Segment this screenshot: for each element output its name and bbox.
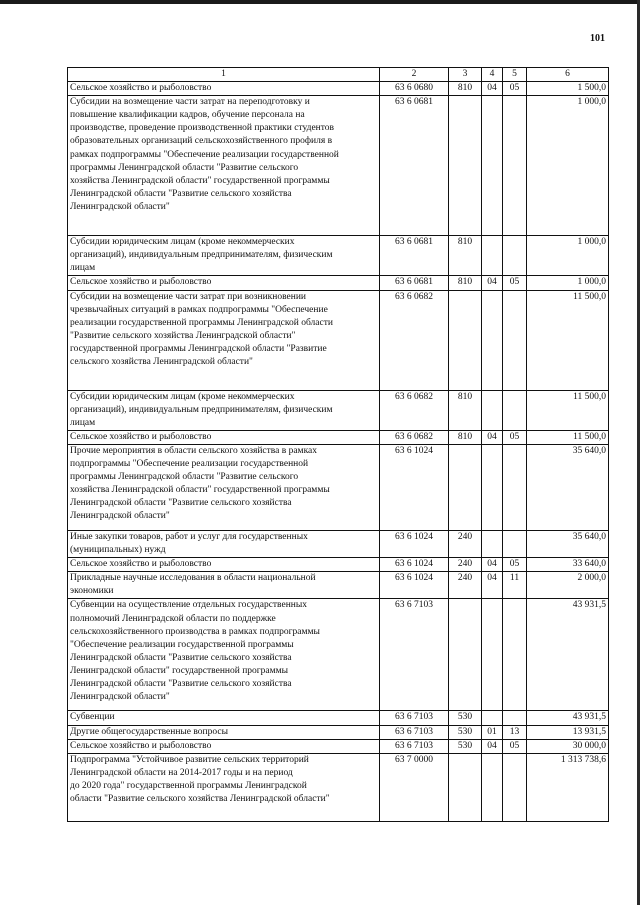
row-sum-cell: 35 640,0: [527, 444, 609, 530]
header-cell: 5: [503, 68, 527, 82]
row-sum-cell: 1 000,0: [527, 96, 609, 236]
row-sum-cell: 2 000,0: [527, 572, 609, 599]
row-name-cell: Субсидии на возмещение части затрат при возникновении чрезвычайных ситуаций в рамках подпрограммы "Обеспечение реализации государственной программы Ленинградской области "Развитие сельского хозяйства Ленинградской области" государственной программы Ленинградской области "Развитие сельского хозяйства Ленинградской области": [68, 290, 380, 390]
row-vr-cell: 530: [449, 725, 482, 739]
row-name-cell: Сельское хозяйство и рыболовство: [68, 558, 380, 572]
page-number: 101: [590, 33, 605, 44]
row-vr-cell: 240: [449, 558, 482, 572]
row-vr-cell: 240: [449, 530, 482, 557]
row-pr-cell: [503, 711, 527, 725]
row-rz-cell: [482, 444, 503, 530]
row-sum-cell: 1 313 738,6: [527, 753, 609, 821]
row-rz-cell: [482, 290, 503, 390]
table-row: [68, 236, 609, 276]
row-pr-cell: [503, 96, 527, 236]
row-vr-cell: 810: [449, 236, 482, 276]
row-vr-cell: 810: [449, 276, 482, 290]
row-sum-cell: 13 931,5: [527, 725, 609, 739]
header-cell: 3: [449, 68, 482, 82]
table-row: [68, 753, 609, 821]
row-pr-cell: [503, 290, 527, 390]
table-row: [68, 390, 609, 430]
row-code-cell: 63 6 0682: [380, 390, 449, 430]
row-code-cell: 63 6 0681: [380, 276, 449, 290]
row-name-cell: Подпрограмма "Устойчивое развитие сельских территорий Ленинградской области на 2014-2017 годы и на период до 2020 года" государственной программы Ленинградской области "Развитие сельского хозяйства Ленинградской области": [68, 753, 380, 821]
row-code-cell: 63 6 0682: [380, 430, 449, 444]
row-rz-cell: [482, 711, 503, 725]
row-rz-cell: 01: [482, 725, 503, 739]
row-pr-cell: 05: [503, 558, 527, 572]
row-rz-cell: 04: [482, 430, 503, 444]
row-vr-cell: 240: [449, 572, 482, 599]
row-rz-cell: [482, 390, 503, 430]
row-sum-cell: 35 640,0: [527, 530, 609, 557]
row-code-cell: 63 6 0681: [380, 96, 449, 236]
header-cell: 4: [482, 68, 503, 82]
row-pr-cell: 13: [503, 725, 527, 739]
table-row: [68, 739, 609, 753]
row-pr-cell: [503, 530, 527, 557]
row-sum-cell: 11 500,0: [527, 430, 609, 444]
row-name-cell: Субвенции: [68, 711, 380, 725]
row-name-cell: Сельское хозяйство и рыболовство: [68, 739, 380, 753]
row-sum-cell: 43 931,5: [527, 599, 609, 711]
table-row: [68, 82, 609, 96]
row-vr-cell: [449, 290, 482, 390]
row-sum-cell: 1 000,0: [527, 276, 609, 290]
row-rz-cell: 04: [482, 82, 503, 96]
row-code-cell: 63 6 0680: [380, 82, 449, 96]
row-sum-cell: 11 500,0: [527, 290, 609, 390]
row-sum-cell: 30 000,0: [527, 739, 609, 753]
row-vr-cell: 530: [449, 711, 482, 725]
row-rz-cell: [482, 753, 503, 821]
row-name-cell: Иные закупки товаров, работ и услуг для государственных (муниципальных) нужд: [68, 530, 380, 557]
row-name-cell: Сельское хозяйство и рыболовство: [68, 82, 380, 96]
row-rz-cell: 04: [482, 276, 503, 290]
row-rz-cell: [482, 96, 503, 236]
row-code-cell: 63 6 0682: [380, 290, 449, 390]
row-vr-cell: [449, 753, 482, 821]
row-code-cell: 63 7 0000: [380, 753, 449, 821]
header-cell: 6: [527, 68, 609, 82]
row-sum-cell: 33 640,0: [527, 558, 609, 572]
row-name-cell: Сельское хозяйство и рыболовство: [68, 430, 380, 444]
row-code-cell: 63 6 0681: [380, 236, 449, 276]
row-name-cell: Субвенции на осуществление отдельных государственных полномочий Ленинградской области по поддержке сельскохозяйственного производства в рамках подпрограммы "Обеспечение реализации государственной программы Ленинградской области "Развитие сельского хозяйства Ленинградской области" государственной программы Ленинградской области "Развитие сельского хозяйства Ленинградской области": [68, 599, 380, 711]
table-row: [68, 530, 609, 557]
row-rz-cell: 04: [482, 572, 503, 599]
row-rz-cell: 04: [482, 558, 503, 572]
row-pr-cell: [503, 236, 527, 276]
row-pr-cell: [503, 753, 527, 821]
row-name-cell: Прикладные научные исследования в области национальной экономики: [68, 572, 380, 599]
row-vr-cell: 810: [449, 430, 482, 444]
row-sum-cell: 11 500,0: [527, 390, 609, 430]
row-sum-cell: 1 500,0: [527, 82, 609, 96]
row-rz-cell: [482, 530, 503, 557]
row-code-cell: 63 6 1024: [380, 444, 449, 530]
row-vr-cell: 810: [449, 82, 482, 96]
table-header-row: [68, 68, 609, 82]
row-name-cell: Сельское хозяйство и рыболовство: [68, 276, 380, 290]
row-code-cell: 63 6 1024: [380, 572, 449, 599]
row-name-cell: Субсидии юридическим лицам (кроме некоммерческих организаций), индивидуальным предпринимателям, физическим лицам: [68, 390, 380, 430]
header-cell: 2: [380, 68, 449, 82]
table-row: [68, 444, 609, 530]
row-name-cell: Субсидии на возмещение части затрат на переподготовку и повышение квалификации кадров, обучение персонала на производстве, проведение производственной практики студентов образовательных организаций сельскохозяйственного профиля в рамках подпрограммы "Обеспечение реализации государственной программы Ленинградской области "Развитие сельского хозяйства Ленинградской области" государственной программы Ленинградской области "Развитие сельского хозяйства Ленинградской области": [68, 96, 380, 236]
budget-table: [67, 67, 609, 822]
row-pr-cell: 05: [503, 82, 527, 96]
row-code-cell: 63 6 7103: [380, 739, 449, 753]
row-vr-cell: 810: [449, 390, 482, 430]
row-sum-cell: 1 000,0: [527, 236, 609, 276]
row-pr-cell: 05: [503, 739, 527, 753]
table-row: [68, 96, 609, 236]
row-name-cell: Прочие мероприятия в области сельского хозяйства в рамках подпрограммы "Обеспечение реализации государственной программы Ленинградской области "Развитие сельского хозяйства Ленинградской области" государственной программы Ленинградской области "Развитие сельского хозяйства Ленинградской области": [68, 444, 380, 530]
table-row: [68, 711, 609, 725]
row-code-cell: 63 6 7103: [380, 599, 449, 711]
row-rz-cell: [482, 599, 503, 711]
table-row: [68, 572, 609, 599]
row-code-cell: 63 6 7103: [380, 725, 449, 739]
table-row: [68, 599, 609, 711]
row-pr-cell: [503, 599, 527, 711]
row-vr-cell: [449, 444, 482, 530]
row-vr-cell: [449, 96, 482, 236]
table-row: [68, 276, 609, 290]
row-rz-cell: 04: [482, 739, 503, 753]
row-code-cell: 63 6 7103: [380, 711, 449, 725]
row-pr-cell: 05: [503, 430, 527, 444]
header-cell: 1: [68, 68, 380, 82]
row-code-cell: 63 6 1024: [380, 530, 449, 557]
table-row: [68, 430, 609, 444]
table-row: [68, 558, 609, 572]
scan-edge-top: [0, 0, 640, 4]
row-name-cell: Другие общегосударственные вопросы: [68, 725, 380, 739]
row-pr-cell: [503, 390, 527, 430]
table-row: [68, 290, 609, 390]
row-rz-cell: [482, 236, 503, 276]
row-pr-cell: 11: [503, 572, 527, 599]
row-name-cell: Субсидии юридическим лицам (кроме некоммерческих организаций), индивидуальным предпринимателям, физическим лицам: [68, 236, 380, 276]
row-pr-cell: [503, 444, 527, 530]
row-code-cell: 63 6 1024: [380, 558, 449, 572]
table-row: [68, 725, 609, 739]
row-vr-cell: [449, 599, 482, 711]
row-pr-cell: 05: [503, 276, 527, 290]
row-vr-cell: 530: [449, 739, 482, 753]
row-sum-cell: 43 931,5: [527, 711, 609, 725]
